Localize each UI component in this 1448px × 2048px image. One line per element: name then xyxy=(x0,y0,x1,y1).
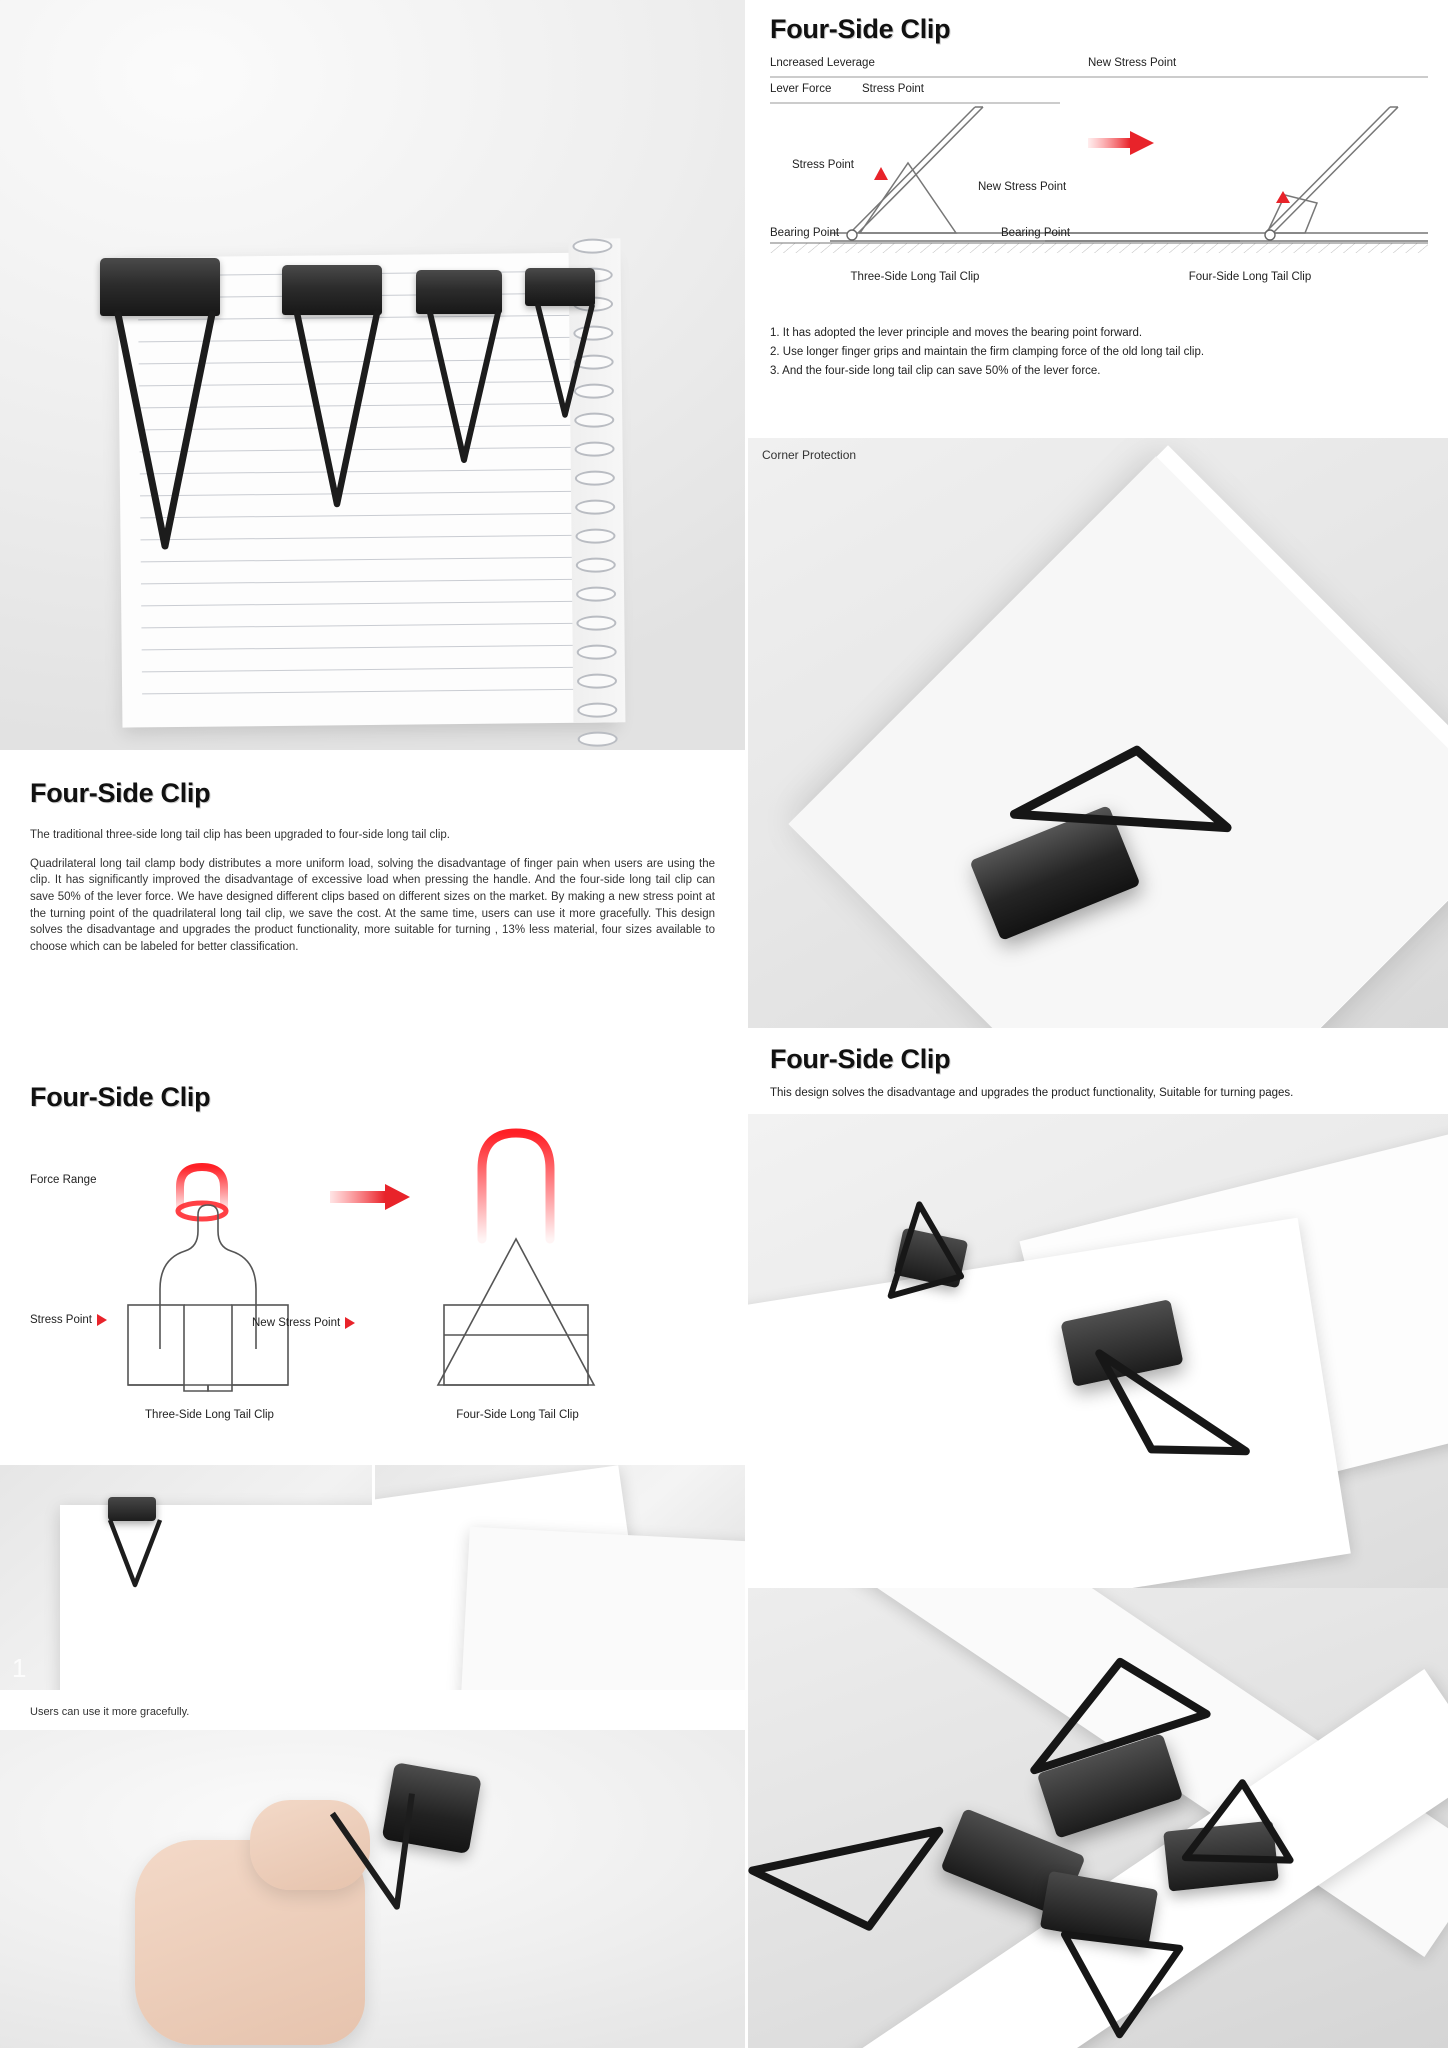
lever-diagram-title: Four-Side Clip xyxy=(770,14,951,44)
label-corner-protection: Corner Protection xyxy=(762,448,857,462)
photo-clips-on-notepad xyxy=(0,0,745,750)
section-lever-diagram xyxy=(748,0,1448,450)
photo-step-1 xyxy=(0,1465,372,1690)
label-lever-force: Lever Force xyxy=(770,83,832,95)
step-number-2: 2 xyxy=(387,1653,402,1683)
photo-four-clips-arrangement xyxy=(748,1588,1448,2048)
lever-diagram-canvas xyxy=(770,55,1428,315)
section-force-diagram xyxy=(0,1060,745,1465)
label-bearing-point-left: Bearing Point xyxy=(770,227,840,239)
label-bearing-point-right: Bearing Point xyxy=(1001,227,1071,239)
lever-note-3: 3. And the four-side long tail clip can save 50% of the lever force. xyxy=(770,364,1101,377)
steps-caption-wrapper xyxy=(0,1698,745,1730)
description-paragraph-2: Quadrilateral long tail clamp body distributes a more uniform load, solving the disadvantage of finger pain when users are using the clip. It has significantly improved the disadvantage of excessive load when pressing the handle. And the four-side long tail clip can save 50% of the lever force. We have designed different clips based on different sizes on the market. By making a new stress point at the turning point of the quadrilateral long tail clip, we save the cost. At the same time, users can use it more gracefully. This design solves the disadvantage and upgrades the product functionality, more suitable for turning , 13% less material, four sizes available to choose which can be labeled for better classification. xyxy=(30,857,715,954)
description-paragraph-1: The traditional three-side long tail clip has been upgraded to four-side long tail clip. xyxy=(30,829,451,841)
force-diagram-canvas xyxy=(30,1119,715,1464)
label-stress-point-top: Stress Point xyxy=(862,83,924,95)
label-new-stress-point-top: New Stress Point xyxy=(1088,57,1177,69)
turning-pages-paragraph: This design solves the disadvantage and upgrades the product functionality, Suitable for turning pages. xyxy=(770,1087,1294,1099)
red-arrow-icon xyxy=(97,1314,107,1326)
caption-three-side-long-tail-clip: Three-Side Long Tail Clip xyxy=(850,271,980,283)
photo-corner-protection xyxy=(748,438,1448,1028)
red-arrow-icon xyxy=(345,1317,355,1329)
photo-hand-holding-clip xyxy=(0,1730,745,2048)
lever-note-1: 1. It has adopted the lever principle and moves the bearing point forward. xyxy=(770,327,1143,339)
clip-medium-large xyxy=(282,265,392,515)
section-turning-pages xyxy=(748,1028,1448,1588)
clip-medium xyxy=(416,270,511,470)
label-stress-point-left: Stress Point xyxy=(30,1314,107,1326)
section-description xyxy=(0,750,745,1050)
description-title: Four-Side Clip xyxy=(30,778,211,808)
lever-note-2: 2. Use longer finger grips and maintain the firm clamping force of the old long tail clip. xyxy=(770,345,1205,358)
label-stress-point-left: Stress Point xyxy=(792,159,854,171)
clip-small xyxy=(525,268,605,428)
label-force-range: Force Range xyxy=(30,1174,97,1186)
photo-turning-pages xyxy=(748,1114,1448,1588)
label-increased-leverage: Lncreased Leverage xyxy=(770,57,875,69)
caption-four-side-long-tail-clip: Four-Side Long Tail Clip xyxy=(1188,271,1312,283)
label-new-stress-point-right: New Stress Point xyxy=(978,181,1067,193)
label-new-stress-point: New Stress Point xyxy=(252,1317,355,1329)
turning-pages-title: Four-Side Clip xyxy=(770,1044,951,1074)
steps-caption: Users can use it more gracefully. xyxy=(30,1706,190,1718)
photo-step-2 xyxy=(375,1465,745,1690)
caption-four-side-clip: Four-Side Long Tail Clip xyxy=(456,1409,579,1421)
lever-notes xyxy=(770,325,1426,380)
step-number-1: 1 xyxy=(12,1653,27,1683)
clip-large xyxy=(100,258,230,558)
force-diagram-title: Four-Side Clip xyxy=(30,1082,211,1112)
caption-three-side-clip: Three-Side Long Tail Clip xyxy=(145,1409,274,1421)
